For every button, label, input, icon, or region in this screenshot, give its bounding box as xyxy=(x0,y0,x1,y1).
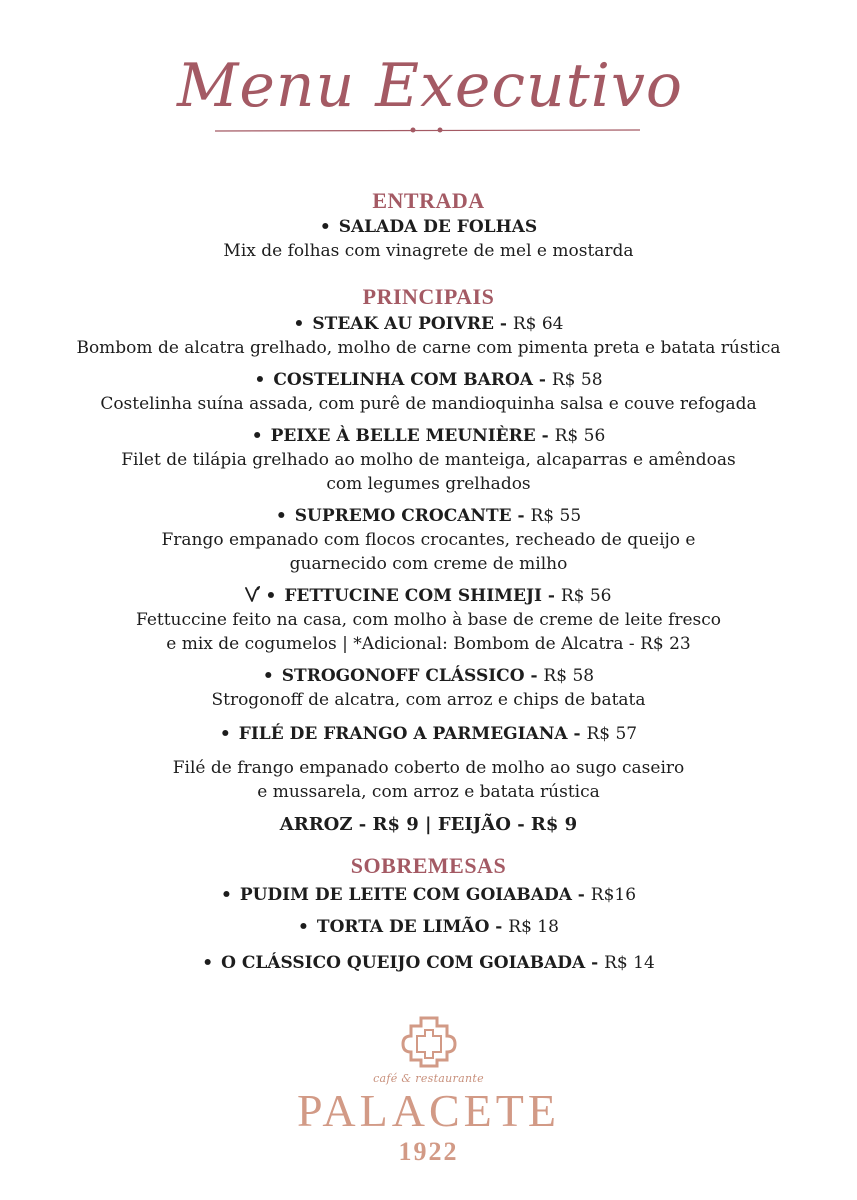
item-description: Frango empanado com flocos crocantes, recheado de queijo e xyxy=(161,530,696,550)
bullet-icon: • xyxy=(298,917,309,937)
item-description: guarnecido com creme de milho xyxy=(289,554,568,574)
menu-title-script xyxy=(0,20,857,150)
bullet-icon: • xyxy=(293,314,305,334)
menu-header xyxy=(0,20,857,150)
menu-body xyxy=(0,187,857,975)
item-price: R$ 58 xyxy=(551,370,603,390)
menu-item xyxy=(0,664,857,688)
bullet-icon: • xyxy=(262,666,274,686)
menu-item xyxy=(0,951,857,975)
item-name: PUDIM DE LEITE COM GOIABADA - xyxy=(239,885,591,905)
restaurant-logo xyxy=(0,1014,857,1167)
item-price: R$ 18 xyxy=(508,917,559,937)
item-description: Bombom de alcatra grelhado, molho de carne com pimenta preta e batata rústica xyxy=(76,338,781,358)
menu-title: Menu Executivo xyxy=(176,51,684,121)
sides-price-line: ARROZ - R$ 9 | FEIJÃO - R$ 9 xyxy=(279,814,578,835)
item-name: STEAK AU POIVRE - xyxy=(312,314,513,334)
section-entrada xyxy=(0,187,857,263)
item-description: Strogonoff de alcatra, com arroz e chips de batata xyxy=(211,690,646,710)
item-name: TORTA DE LIMÃO - xyxy=(316,917,509,937)
bullet-icon: • xyxy=(219,724,231,744)
item-description: e mix de cogumelos | *Adicional: Bombom de Alcatra - R$ 23 xyxy=(166,634,691,654)
section-title: ENTRADA xyxy=(372,188,485,213)
item-name: SALADA DE FOLHAS xyxy=(338,217,538,237)
restaurant-name: PALACETE xyxy=(297,1085,560,1136)
item-price: R$ 58 xyxy=(543,666,595,686)
item-price: R$ 55 xyxy=(530,506,582,526)
bullet-icon: • xyxy=(254,370,266,390)
section-principais xyxy=(0,283,857,838)
restaurant-year: 1922 xyxy=(398,1137,459,1166)
menu-item xyxy=(0,424,857,448)
item-name: STROGONOFF CLÁSSICO - xyxy=(281,666,544,686)
item-price: R$ 64 xyxy=(512,314,564,334)
item-description: Costelinha suína assada, com purê de mandioquinha salsa e couve refogada xyxy=(100,394,757,414)
item-name: COSTELINHA COM BAROA - xyxy=(273,370,552,390)
menu-item xyxy=(0,368,857,392)
palacete-emblem-icon xyxy=(399,1014,459,1068)
bullet-icon: • xyxy=(251,426,263,446)
item-description: Filet de tilápia grelhado ao molho de manteiga, alcaparras e amêndoas xyxy=(121,450,736,470)
item-name: O CLÁSSICO QUEIJO COM GOIABADA - xyxy=(221,953,605,973)
leaf-v-icon xyxy=(245,585,261,603)
item-price: R$ 57 xyxy=(586,724,638,744)
menu-item xyxy=(0,883,857,907)
menu-item xyxy=(0,215,857,239)
section-sobremesas xyxy=(0,852,857,975)
item-price: R$ 56 xyxy=(560,586,612,606)
item-price: R$ 14 xyxy=(604,953,655,973)
item-description: com legumes grelhados xyxy=(326,474,531,494)
item-name: FILÉ DE FRANGO A PARMEGIANA - xyxy=(238,724,587,744)
bullet-icon: • xyxy=(275,506,287,526)
item-name: PEIXE À BELLE MEUNIÈRE - xyxy=(270,426,555,446)
bullet-icon: • xyxy=(220,885,232,905)
menu-item xyxy=(0,915,857,939)
menu-item xyxy=(0,584,857,608)
item-price: R$ 56 xyxy=(554,426,606,446)
menu-item xyxy=(0,504,857,528)
bullet-icon: • xyxy=(202,953,214,973)
menu-item xyxy=(0,722,857,746)
item-description: Fettuccine feito na casa, com molho à base de creme de leite fresco xyxy=(135,610,722,630)
item-price: R$16 xyxy=(590,885,637,905)
section-title: PRINCIPAIS xyxy=(362,284,495,309)
restaurant-tagline: café & restaurante xyxy=(373,1072,484,1085)
bullet-icon: • xyxy=(319,217,331,237)
item-description: e mussarela, com arroz e batata rústica xyxy=(257,782,600,802)
bullet-icon: • xyxy=(265,586,277,606)
menu-item xyxy=(0,312,857,336)
section-title: SOBREMESAS xyxy=(350,853,507,878)
item-name: FETTUCINE COM SHIMEJI - xyxy=(284,586,561,606)
item-name: SUPREMO CROCANTE - xyxy=(294,506,531,526)
item-description: Filé de frango empanado coberto de molho ao sugo caseiro xyxy=(172,758,685,778)
item-description: Mix de folhas com vinagrete de mel e mostarda xyxy=(223,241,634,261)
